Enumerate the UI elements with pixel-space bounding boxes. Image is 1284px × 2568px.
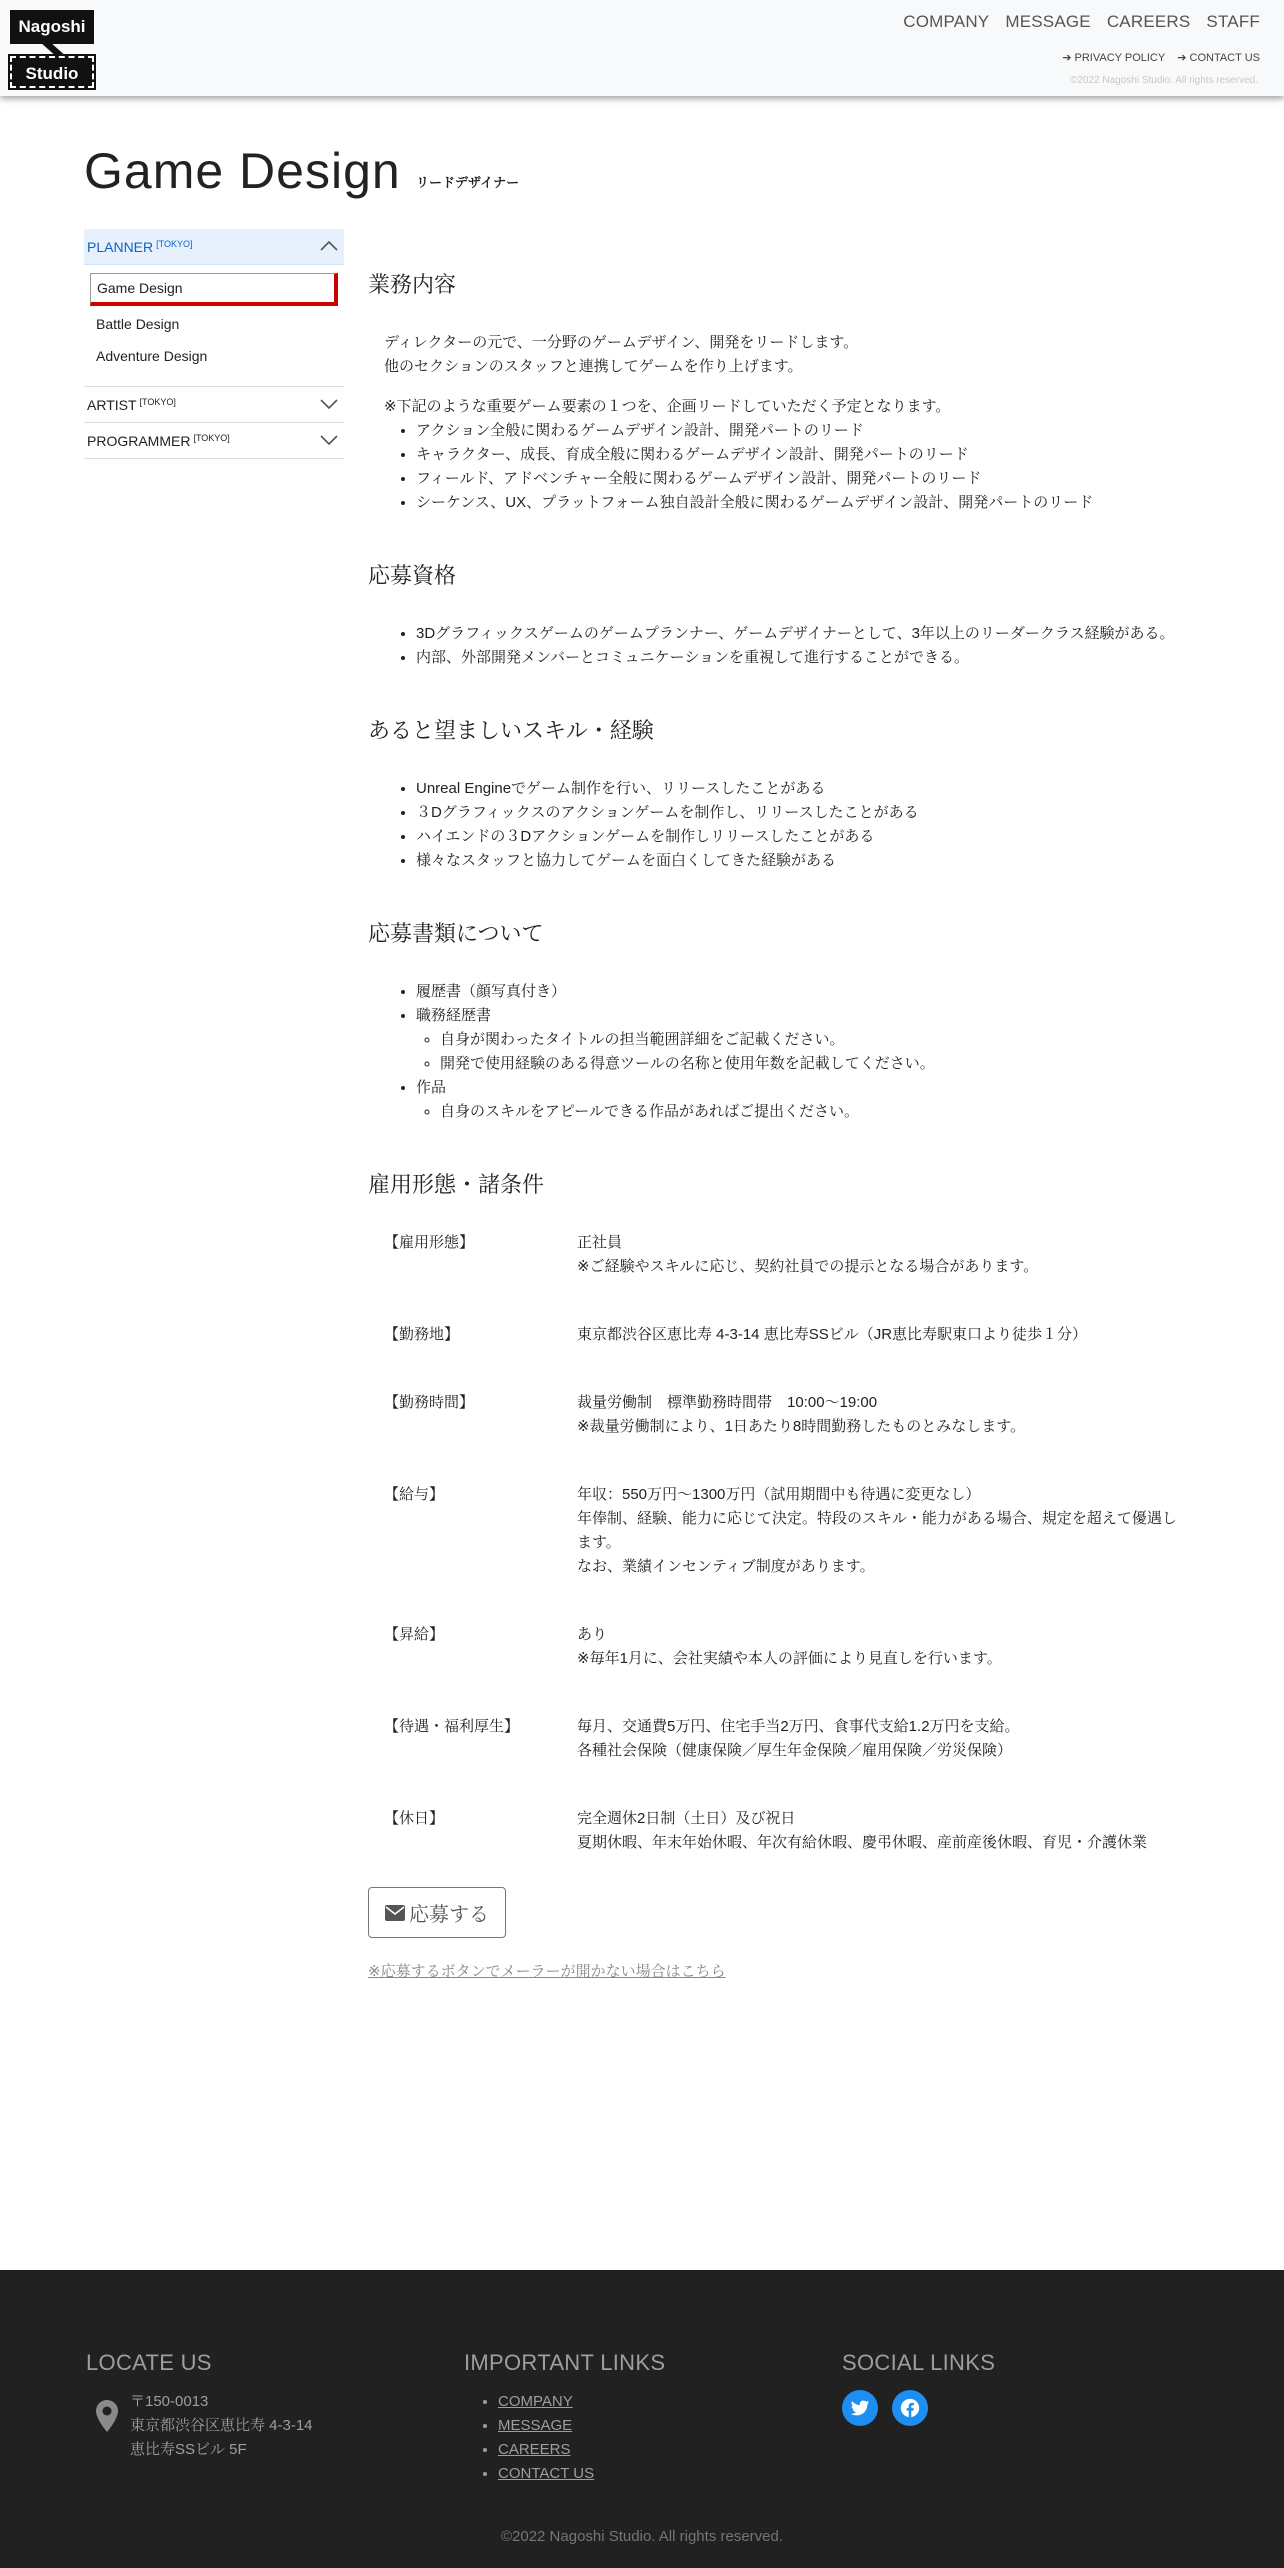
facebook-icon: [899, 2397, 921, 2419]
preferred-list: [368, 777, 1208, 873]
list-item: ◦ 自身が関わったタイトルの担当範囲詳細をご記載ください。: [440, 1028, 1208, 1052]
terms-line: あり: [577, 1626, 608, 1643]
terms-label: 【雇用形態】: [384, 1234, 475, 1251]
terms-value: [577, 1391, 1177, 1439]
terms-value: [577, 1807, 1177, 1855]
terms-line: 完全週休2日制（土日）及び祝日: [577, 1810, 796, 1827]
nav-careers[interactable]: CAREERS: [1106, 12, 1191, 31]
duties-note: ※下記のような重要ゲーム要素の１つを、企画リードしていただく予定となります。: [384, 398, 951, 415]
section-title: あると望ましいスキル・経験: [368, 718, 654, 743]
terms-value: [577, 1231, 1177, 1279]
duties-list: [368, 419, 1208, 515]
footer-link-message[interactable]: MESSAGE: [498, 2417, 573, 2434]
chevron-up-icon: [320, 239, 338, 253]
terms-row: [368, 1323, 1208, 1347]
terms-value: [577, 1323, 1177, 1347]
terms-line: ※裁量労働制により、1日あたり8時間勤務したものとみなします。: [577, 1418, 1026, 1435]
nav-staff[interactable]: STAFF: [1206, 12, 1260, 31]
list-item: [498, 2390, 665, 2414]
contact-us-link[interactable]: [1177, 51, 1260, 64]
footer-address-line: 恵比寿SSビル 5F: [130, 2441, 247, 2458]
sidebar-item-battle-design[interactable]: Battle Design: [96, 316, 180, 332]
apply-button-label: 応募する: [409, 1904, 489, 1926]
header-copyright: ©2022 Nagoshi Studio. All rights reserved.: [1069, 75, 1258, 86]
footer-postal: 〒150-0013: [130, 2393, 209, 2410]
footer-locate-title: LOCATE US: [86, 2350, 212, 2375]
terms-line: 毎月、交通費5万円、住宅手当2万円、食事代支給1.2万円を支給。: [577, 1718, 1020, 1735]
terms-line: なお、業績インセンティブ制度があります。: [577, 1558, 875, 1575]
nav-message[interactable]: MESSAGE: [1005, 12, 1091, 31]
section-title: 応募資格: [368, 563, 457, 588]
footer-locate: [86, 2350, 313, 2462]
sidebar-item-adventure-design[interactable]: Adventure Design: [96, 348, 208, 364]
list-item: [416, 1004, 1208, 1076]
list-item: ◦ 自身のスキルをアピールできる作品があればご提出ください。: [440, 1100, 1208, 1124]
list-item: • キャラクター、成長、育成全般に関わるゲームデザイン設計、開発パートのリード: [416, 443, 1208, 467]
footer-link-company[interactable]: COMPANY: [498, 2393, 573, 2410]
envelope-icon: [385, 1905, 405, 1921]
list-item: • 3Dグラフィックスゲームのゲームプランナー、ゲームデザイナーとして、3年以上のリーダークラス経験がある。: [416, 622, 1208, 646]
terms-line: 年俸制、経験、能力に応じて決定。特段のスキル・能力がある場合、規定を超えて優遇します。: [577, 1510, 1177, 1551]
site-footer: [0, 2270, 1284, 2568]
terms-label: 【給与】: [384, 1486, 445, 1503]
list-item: • 履歴書（顔写真付き）: [416, 980, 1208, 1004]
logo-text-bottom: Studio: [10, 56, 94, 88]
accordion-artist-label: ARTIST: [87, 396, 137, 413]
terms-line: ※ご経験やスキルに応じ、契約社員での提示となる場合があります。: [577, 1258, 1039, 1275]
list-item: • ハイエンドの３Dアクションゲームを制作しリリースしたことがある: [416, 825, 1208, 849]
list-item: • ３Dグラフィックスのアクションゲームを制作し、リリースしたことがある: [416, 801, 1208, 825]
requirements-list: [368, 622, 1208, 670]
map-pin-icon: [96, 2400, 118, 2432]
site-header: [0, 0, 1284, 96]
footer-links: [464, 2350, 665, 2486]
list-item: [498, 2438, 665, 2462]
main-nav: [903, 12, 1260, 32]
page-subtitle: リードデザイナー: [416, 175, 520, 190]
section-title: 業務内容: [368, 272, 457, 297]
arrow-right-icon: ➔: [1177, 52, 1190, 64]
footer-social-title: SOCIAL LINKS: [842, 2350, 996, 2375]
chevron-down-icon: [320, 433, 338, 447]
duties-intro-line: ディレクターの元で、一分野のゲームデザイン、開発をリードします。: [384, 334, 859, 351]
terms-line: 年収：550万円～1300万円（試用期間中も待遇に変更なし）: [577, 1486, 981, 1503]
twitter-link[interactable]: [842, 2390, 878, 2426]
footer-links-list: [464, 2390, 665, 2486]
list-item: [498, 2414, 665, 2438]
duties-intro-line: 他のセクションのスタッフと連携してゲームを作り上げます。: [384, 358, 803, 375]
terms-line: 東京都渋谷区恵比寿 4-3-14 恵比寿SSビル（JR恵比寿駅東口より徒歩１分）: [577, 1326, 1088, 1343]
accordion-artist[interactable]: [84, 387, 344, 423]
footer-copyright: ©2022 Nagoshi Studio. All rights reserved.: [500, 2528, 784, 2545]
twitter-icon: [849, 2397, 871, 2419]
logo-text-top: Nagoshi: [10, 10, 94, 44]
footer-link-contact[interactable]: CONTACT US: [498, 2465, 595, 2482]
social-links: [842, 2390, 995, 2426]
accordion-programmer[interactable]: [84, 423, 344, 459]
logo[interactable]: [10, 10, 94, 86]
section-title: 応募書類について: [368, 921, 544, 946]
accordion-programmer-label: PROGRAMMER: [87, 432, 191, 449]
terms-row: [368, 1623, 1208, 1671]
terms-label: 【昇給】: [384, 1626, 445, 1643]
accordion-planner-body: [84, 265, 344, 387]
list-item: • シーケンス、UX、プラットフォーム独自設計全般に関わるゲームデザイン設計、開発パートのリード: [416, 491, 1208, 515]
terms-label: 【待遇・福利厚生】: [384, 1718, 520, 1735]
chevron-down-icon: [320, 397, 338, 411]
terms-value: [577, 1623, 1177, 1671]
footer-address-line: 東京都渋谷区恵比寿 4-3-14: [130, 2417, 313, 2434]
accordion-planner-label: PLANNER: [87, 238, 154, 255]
terms-row: [368, 1391, 1208, 1439]
terms-row: [368, 1715, 1208, 1763]
terms-label: 【勤務時間】: [384, 1394, 475, 1411]
terms-value: [577, 1715, 1177, 1763]
list-item: ◦ 開発で使用経験のある得意ツールの名称と使用年数を記載してください。: [440, 1052, 1208, 1076]
terms-line: ※毎年1月に、会社実績や本人の評価により見直しを行います。: [577, 1650, 1002, 1667]
terms-line: 正社員: [577, 1234, 623, 1251]
list-item: • 様々なスタッフと協力してゲームを面白くしてきた経験がある: [416, 849, 1208, 873]
documents-list: [368, 980, 1208, 1124]
accordion-planner-location: [TOKYO]: [156, 238, 193, 249]
contact-us-label: CONTACT US: [1189, 52, 1260, 64]
arrow-right-icon: ➔: [1062, 52, 1075, 64]
sidebar-item-game-design[interactable]: Game Design: [90, 273, 338, 306]
section-terms: [368, 1168, 1208, 1855]
footer-links-title: IMPORTANT LINKS: [464, 2350, 666, 2375]
privacy-policy-label: PRIVACY POLICY: [1074, 52, 1166, 64]
terms-line: 裁量労働制 標準勤務時間帯 10:00～19:00: [577, 1394, 878, 1411]
privacy-policy-link[interactable]: [1062, 51, 1165, 64]
section-duties: [368, 268, 1208, 515]
terms-label: 【勤務地】: [384, 1326, 460, 1343]
job-category-sidebar: [84, 229, 344, 459]
accordion-planner[interactable]: [84, 229, 344, 265]
footer-address: [86, 2390, 313, 2462]
mailer-fallback-link[interactable]: ※応募するボタンでメーラーが開かない場合はこちら: [368, 1963, 726, 1980]
terms-row: [368, 1807, 1208, 1855]
terms-row: [368, 1231, 1208, 1279]
list-item-label: 職務経歴書: [416, 1007, 492, 1024]
page-title: Game Design: [84, 143, 401, 199]
section-preferred: [368, 714, 1208, 873]
list-item: • アクション全般に関わるゲームデザイン設計、開発パートのリード: [416, 419, 1208, 443]
facebook-link[interactable]: [892, 2390, 928, 2426]
footer-link-careers[interactable]: CAREERS: [498, 2441, 571, 2458]
duties-intro: [368, 331, 1208, 379]
list-item: • Unreal Engineでゲーム制作を行い、リリースしたことがある: [416, 777, 1208, 801]
section-documents: [368, 917, 1208, 1124]
accordion-programmer-location: [TOKYO]: [193, 432, 230, 443]
terms-row: [368, 1483, 1208, 1579]
section-title: 雇用形態・諸条件: [368, 1172, 545, 1197]
job-description: [368, 268, 1208, 1981]
list-item: [416, 1076, 1208, 1124]
list-item-label: 作品: [416, 1079, 447, 1096]
terms-label: 【休日】: [384, 1810, 445, 1827]
section-requirements: [368, 559, 1208, 670]
list-item: [498, 2462, 665, 2486]
footer-social: [842, 2350, 995, 2426]
accordion-artist-location: [TOKYO]: [139, 396, 176, 407]
list-item: • フィールド、アドベンチャー全般に関わるゲームデザイン設計、開発パートのリード: [416, 467, 1208, 491]
nav-company[interactable]: COMPANY: [903, 12, 990, 31]
terms-value: [577, 1483, 1177, 1579]
list-item: • 内部、外部開発メンバーとコミュニケーションを重視して進行することができる。: [416, 646, 1208, 670]
sub-nav: [1062, 51, 1260, 64]
apply-button[interactable]: [368, 1887, 506, 1938]
terms-line: 夏期休暇、年末年始休暇、年次有給休暇、慶弔休暇、産前産後休暇、育児・介護休業: [577, 1834, 1148, 1851]
terms-line: 各種社会保険（健康保険／厚生年金保険／雇用保険／労災保険）: [577, 1742, 1013, 1759]
